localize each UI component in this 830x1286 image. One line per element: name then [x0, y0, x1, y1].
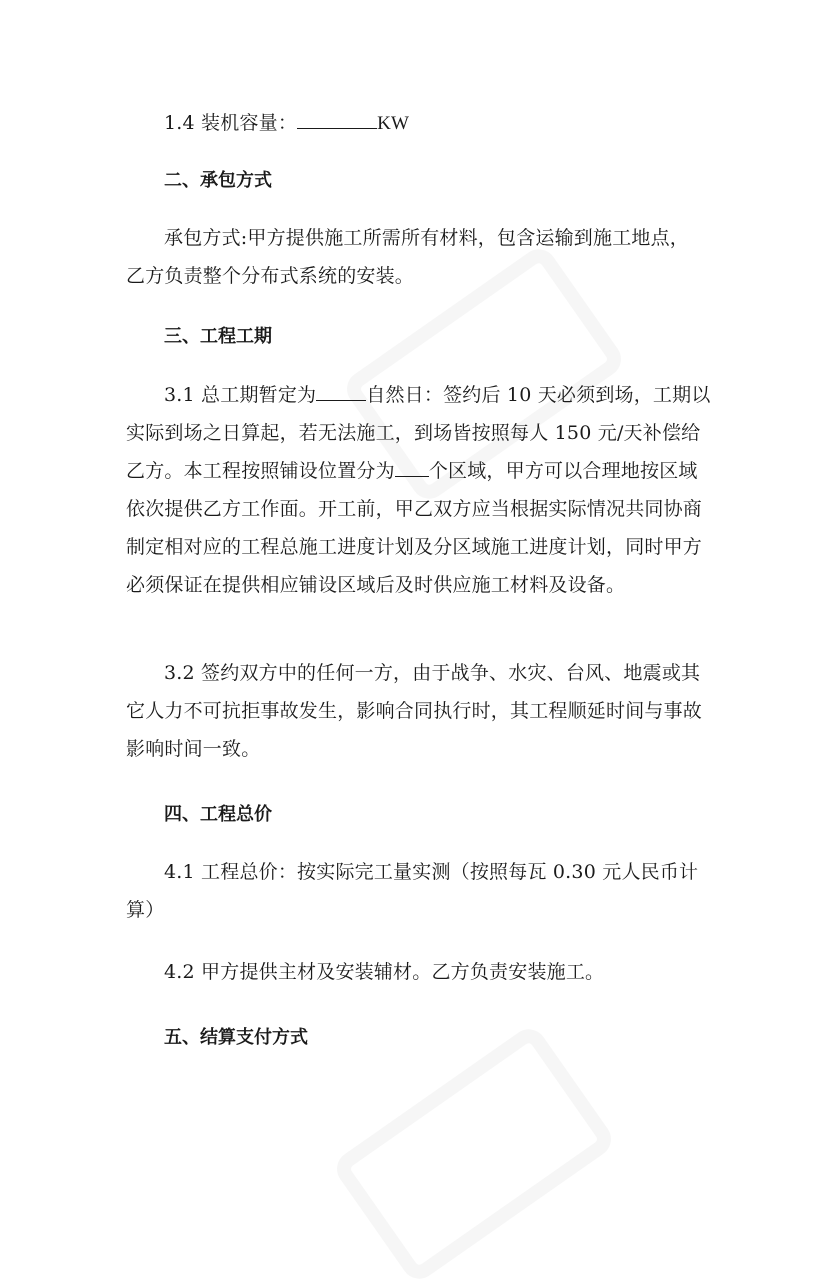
paragraph-line: 4.1 工程总价：按实际完工量实测（按照每瓦 0.30 元人民币计: [164, 861, 699, 883]
section-4-paragraph-2: [126, 953, 710, 991]
item-1-4: [126, 104, 748, 143]
section-3-paragraph-1: [126, 376, 710, 604]
paragraph-line: [126, 452, 710, 490]
paragraph-line: 影响时间一致。: [126, 738, 261, 760]
text-fragment: 自然日：签约后 10 天必须到场，工期以: [366, 384, 711, 406]
paragraph-line: 依次提供乙方工作面。开工前，甲乙双方应当根据实际情况共同协商: [126, 498, 703, 520]
section-4-paragraph-1: [126, 853, 710, 929]
text-fragment: 个区域，甲方可以合理地按区域: [428, 460, 698, 482]
paragraph-line: 实际到场之日算起，若无法施工，到场皆按照每人 150 元/天补偿给: [126, 422, 701, 444]
paragraph-line: 乙方负责整个分布式系统的安装。: [126, 265, 415, 287]
section-3-heading: 三、工程工期: [164, 326, 272, 347]
paragraph-line: 制定相对应的工程总施工进度计划及分区域施工进度计划，同时甲方: [126, 536, 703, 558]
section-2-paragraph: [126, 219, 710, 295]
section-3-paragraph-2: [126, 654, 710, 768]
area-count-blank: [395, 476, 429, 477]
capacity-unit: KW: [377, 113, 410, 134]
section-4-heading: 四、工程总价: [164, 804, 272, 825]
capacity-blank: [297, 128, 377, 129]
item-1-4-label: 1.4 装机容量：: [164, 112, 298, 134]
section-5-heading: 五、结算支付方式: [164, 1027, 308, 1048]
paragraph-line: 3.2 签约双方中的任何一方，由于战争、水灾、台风、地震或其: [164, 662, 701, 684]
paragraph-line: 必须保证在提供相应铺设区域后及时供应施工材料及设备。: [126, 574, 626, 596]
paragraph-line: 算）: [126, 899, 165, 921]
paragraph-line: 它人力不可抗拒事故发生，影响合同执行时，其工程顺延时间与事故: [126, 700, 703, 722]
text-fragment: 3.1 总工期暂定为: [164, 384, 317, 406]
paragraph-line: [126, 376, 710, 414]
paragraph-line: 承包方式:甲方提供施工所需所有材料，包含运输到施工地点，: [164, 227, 690, 249]
section-2-heading: 二、承包方式: [164, 170, 272, 191]
watermark-mark-bottom: [330, 1022, 618, 1285]
duration-blank: [316, 400, 366, 401]
text-fragment: 乙方。本工程按照铺设位置分为: [126, 460, 395, 482]
paragraph-line: 4.2 甲方提供主材及安装辅材。乙方负责安装施工。: [164, 961, 605, 983]
